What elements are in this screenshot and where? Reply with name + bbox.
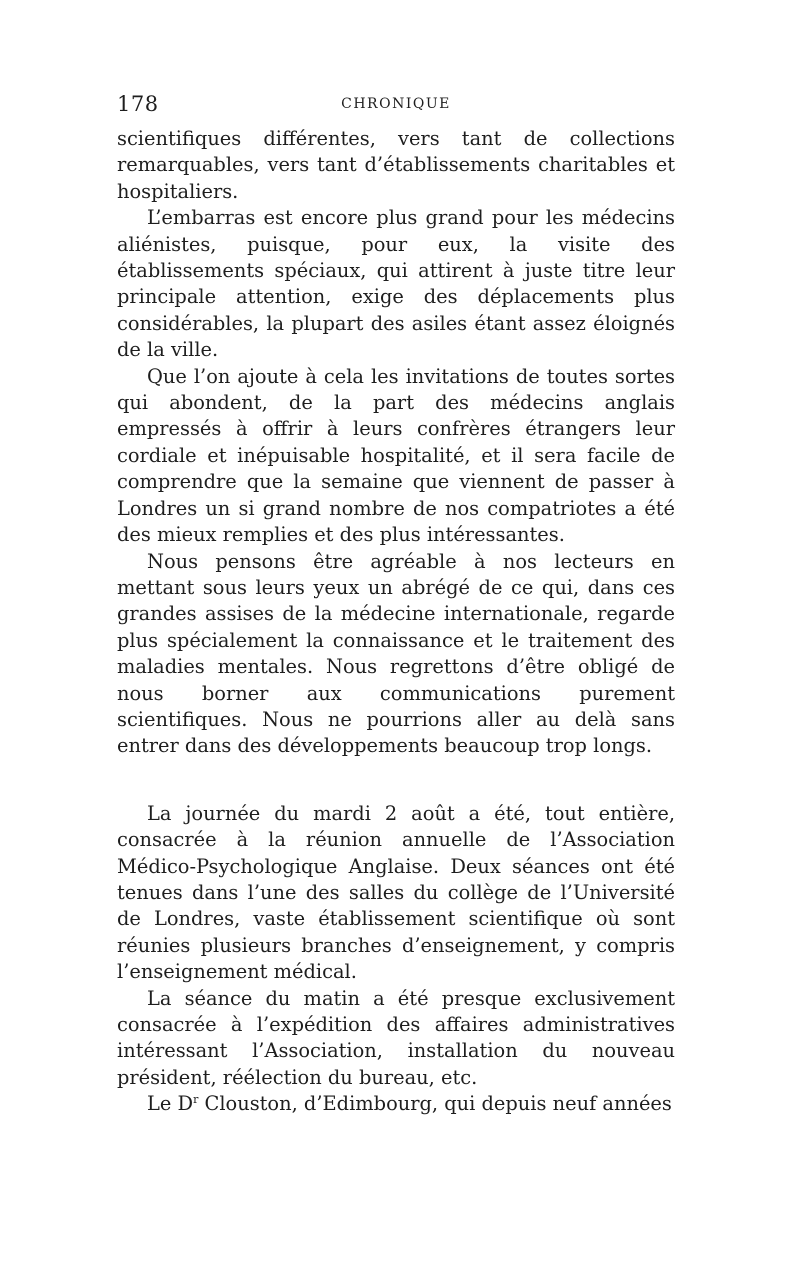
page-header: [117, 90, 675, 120]
doctor-abbrev-superscript: r: [193, 1093, 199, 1107]
paragraph-clouston: [117, 1091, 675, 1117]
paragraph-readers: Nous pensons être agréable à nos lecteurs en mettant sous leurs yeux un abrégé de ce qui, dans ces grandes assises de la médecine internationale, regarde plus spécialement la connaissance et le traitement des maladies mentales. Nous regrettons d’être obligé de nous borner aux communications purement scientifiques. Nous ne pourrions aller au delà sans entrer dans des développements beaucoup trop longs.: [117, 549, 675, 758]
paragraph-invitations: Que l’on ajoute à cela les invitations de toutes sortes qui abondent, de la part des médecins anglais empressés à offrir à leurs confrères étrangers leur cordiale et inépuisable hospitalité, et il sera facile de comprendre que la semaine que viennent de passer à Londres un si grand nombre de nos compatriotes a été des mieux remplies et des plus intéressantes.: [117, 364, 675, 547]
book-page: [117, 90, 675, 1118]
paragraph-continuation: scientifiques différentes, vers tant de collections remarquables, vers tant d’établissements charitables et hospitaliers.: [117, 127, 675, 203]
doctor-abbrev: Le D: [147, 1092, 194, 1116]
running-head: CHRONIQUE: [341, 96, 451, 112]
paragraph-morning-session: La séance du matin a été presque exclusivement consacrée à l’expédition des affaires administratives intéressant l’Association, installation du nouveau président, réélection du bureau, etc.: [117, 986, 675, 1089]
paragraph-alienists: L’embarras est encore plus grand pour les médecins aliénistes, puisque, pour eux, la visite des établissements spéciaux, qui attirent à juste titre leur principale attention, exige des déplacements plus considérables, la plupart des asiles étant assez éloignés de la ville.: [117, 206, 675, 362]
section-break: [117, 760, 675, 801]
paragraph-tuesday: La journée du mardi 2 août a été, tout entière, consacrée à la réunion annuelle de l’Association Médico-Psychologique Anglaise. Deux séances ont été tenues dans l’une des salles du collège de l’Université de Londres, vaste établissement scientifique où sont réunies plusieurs branches d’enseignement, y compris l’enseignement médical.: [117, 801, 675, 984]
clouston-text: Clouston, d’Edimbourg, qui depuis neuf années: [198, 1092, 672, 1116]
page-number: 178: [117, 92, 159, 116]
